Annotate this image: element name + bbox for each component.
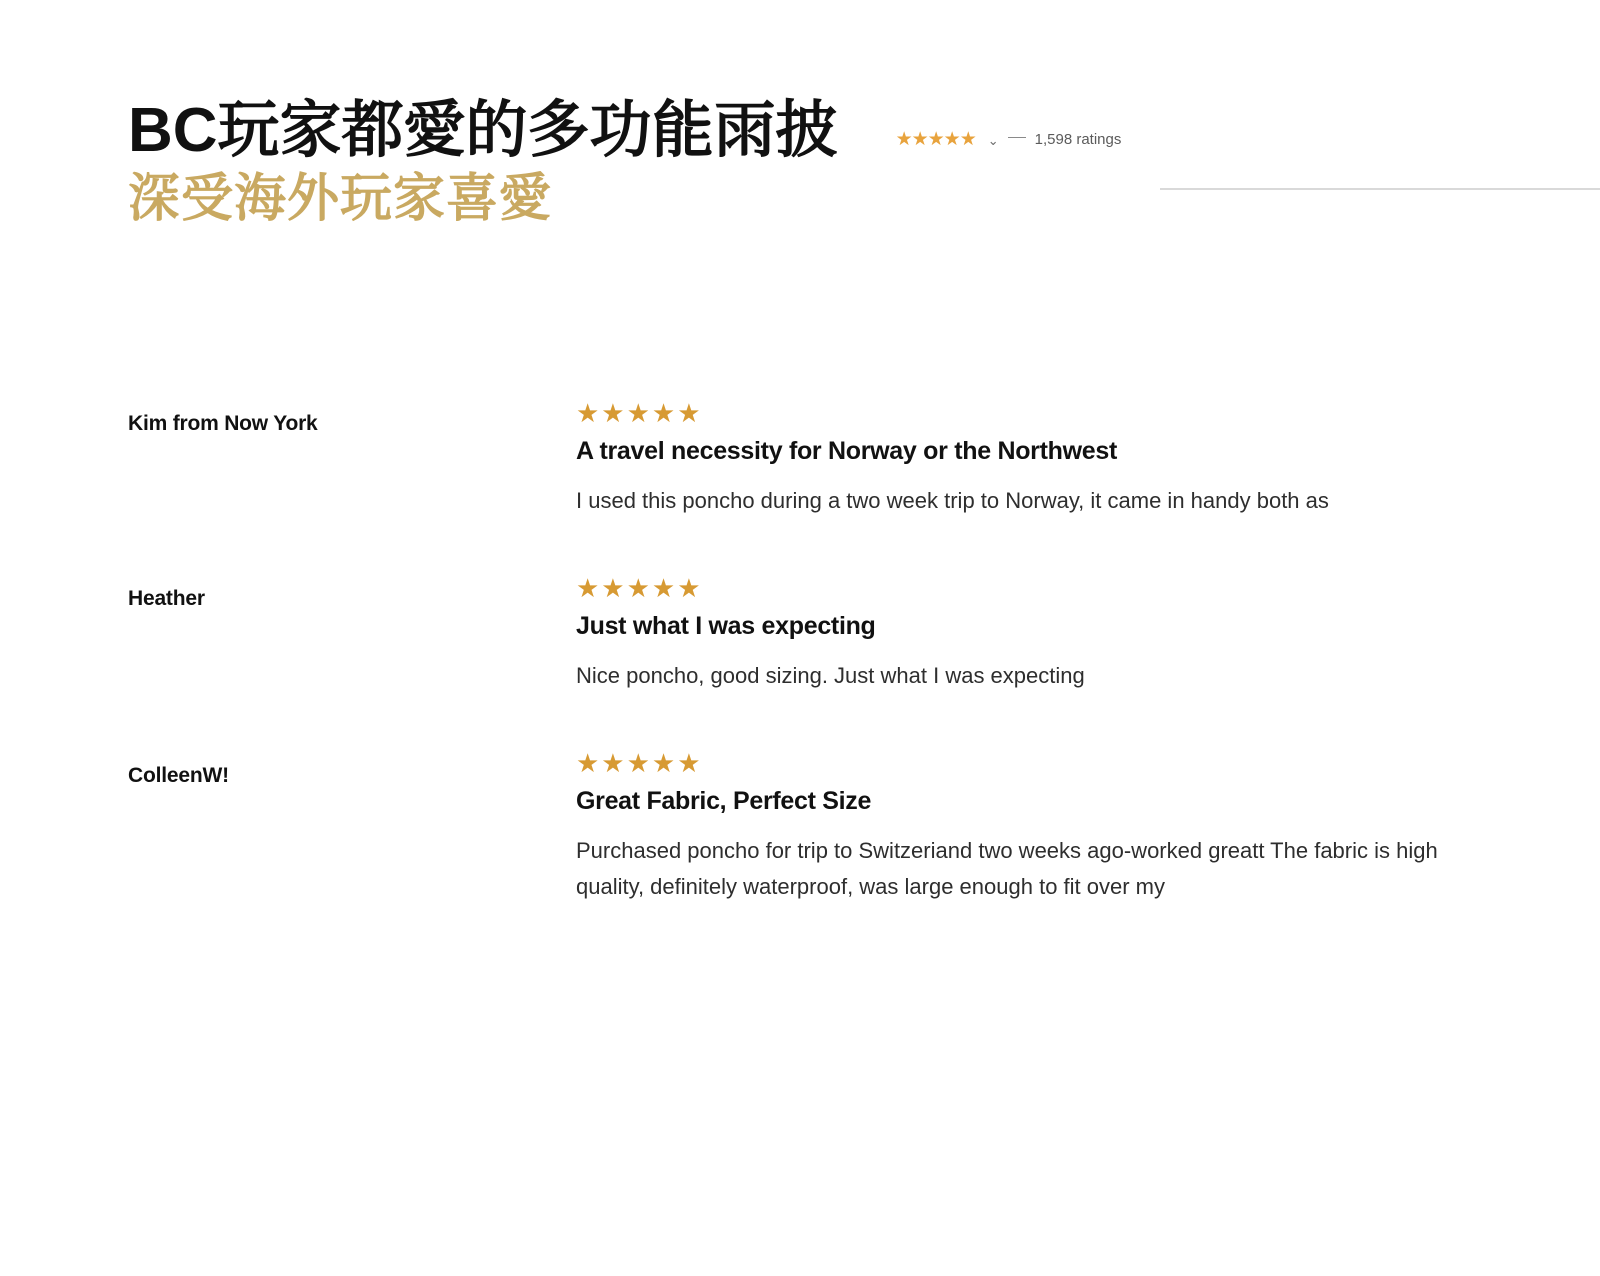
chevron-down-icon[interactable]: ⌄ xyxy=(987,133,999,149)
rating-divider xyxy=(1008,137,1026,138)
rating-stars-icon: ★★★★★ xyxy=(895,128,976,150)
rating-count-label: 1,598 ratings xyxy=(1034,130,1122,148)
review-stars-icon: ★★★★★ xyxy=(576,398,703,428)
review-item xyxy=(128,400,1528,519)
review-title: Just what I was expecting xyxy=(576,611,876,640)
review-title: A travel necessity for Norway or the Northwest xyxy=(576,437,1117,465)
reviewer-name: Kim from Now York xyxy=(128,412,318,435)
review-text: Nice poncho, good sizing. Just what I was expecting xyxy=(576,662,1085,688)
review-body xyxy=(568,400,1528,519)
reviewer-name: ColleenW! xyxy=(128,763,229,787)
review-title: Great Fabric, Perfect Size xyxy=(576,786,872,815)
review-item xyxy=(128,747,1528,905)
review-item xyxy=(128,572,1528,694)
title-row xyxy=(128,98,1558,163)
page-title: BC玩家都愛的多功能雨披 xyxy=(128,96,838,165)
header xyxy=(128,98,1558,228)
reviewer-name: Heather xyxy=(128,586,205,610)
review-text: Purchased poncho for trip to Switzeriand two weeks ago-worked greatt The fabric is high quality, definitely waterproof, was large enough to fit over my xyxy=(576,837,1438,899)
header-divider xyxy=(1160,188,1600,190)
review-stars-icon: ★★★★★ xyxy=(576,747,703,778)
review-stars-icon: ★★★★★ xyxy=(576,572,703,603)
reviews-list xyxy=(128,400,1528,961)
rating-summary[interactable] xyxy=(896,129,1558,149)
review-body xyxy=(568,572,1528,694)
review-body xyxy=(568,747,1528,905)
review-text: I used this poncho during a two week trip to Norway, it came in handy both as xyxy=(576,488,1329,513)
page-subtitle: 深受海外玩家喜愛 xyxy=(128,170,553,229)
